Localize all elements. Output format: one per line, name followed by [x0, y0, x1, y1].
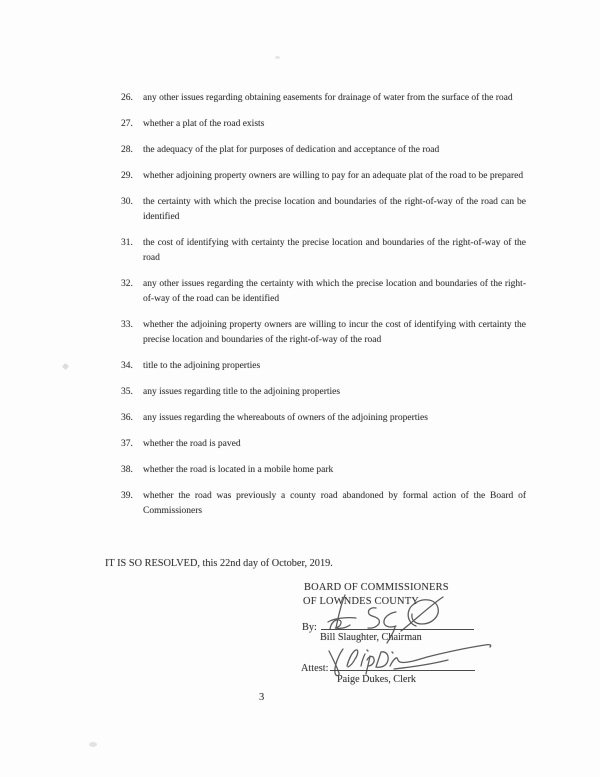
item-text: whether the adjoining property owners are willing to incur the cost of identifying with certainty the precise location and boundaries of the right-of-way of the road [143, 320, 526, 345]
list-item [121, 411, 527, 426]
list-item [121, 385, 527, 400]
item-number: 30. [121, 197, 133, 207]
item-text: any other issues regarding obtaining easements for drainage of water from the surface of the road [143, 93, 513, 103]
list-item [121, 195, 527, 225]
clerk-name-title: Paige Dukes, Clerk [337, 674, 416, 685]
item-text: any other issues regarding the certainty with which the precise location and boundaries of the right-of-way of the road can be identified [143, 279, 526, 304]
item-text: the cost of identifying with certainty the precise location and boundaries of the right-of-way of the road [143, 238, 526, 263]
item-text: whether the road is paved [143, 439, 241, 449]
scan-speck [89, 742, 97, 747]
item-text: whether the road is located in a mobile home park [143, 465, 334, 475]
signature-org-line1: BOARD OF COMMISSIONERS [304, 582, 449, 593]
item-number: 35. [121, 387, 133, 397]
item-number: 32. [121, 279, 133, 289]
list-item [121, 437, 527, 452]
list-item [121, 318, 527, 348]
item-number: 39. [121, 491, 133, 501]
item-number: 26. [121, 93, 133, 103]
scan-speck [62, 363, 69, 370]
item-number: 33. [121, 320, 133, 330]
attest-signature-row [301, 658, 475, 674]
item-text: any issues regarding the whereabouts of owners of the adjoining properties [143, 413, 428, 423]
item-number: 36. [121, 413, 133, 423]
list-item [121, 463, 527, 478]
item-number: 37. [121, 439, 133, 449]
page-number: 3 [259, 692, 265, 703]
item-text: whether adjoining property owners are willing to pay for an adequate plat of the road to be prepared [143, 171, 524, 181]
by-label: By: [302, 622, 317, 633]
item-text: whether a plat of the road exists [143, 119, 265, 129]
numbered-list [121, 91, 527, 530]
list-item [121, 117, 527, 132]
by-signature-row [302, 617, 474, 633]
list-item [121, 143, 527, 158]
by-signature-line [321, 617, 474, 630]
item-number: 28. [121, 145, 133, 155]
chairman-name-title: Bill Slaughter, Chairman [320, 632, 422, 643]
item-text: the certainty with which the precise location and boundaries of the right-of-way of the road can be identified [143, 197, 526, 222]
list-item [121, 489, 527, 519]
list-item [121, 91, 527, 106]
scan-speck [275, 56, 280, 59]
item-text: the adequacy of the plat for purposes of dedication and acceptance of the road [143, 145, 440, 155]
item-text: any issues regarding title to the adjoining properties [143, 387, 341, 397]
item-number: 27. [121, 119, 133, 129]
list-item [121, 359, 527, 374]
list-item [121, 169, 527, 184]
item-number: 38. [121, 465, 133, 475]
signature-org-line2: OF LOWNDES COUNTY [303, 596, 419, 607]
item-text: title to the adjoining properties [143, 361, 261, 371]
item-number: 34. [121, 361, 133, 371]
list-item [121, 236, 527, 266]
attest-signature-line [330, 658, 475, 671]
attest-label: Attest: [301, 663, 329, 674]
item-number: 29. [121, 171, 133, 181]
list-item [121, 277, 527, 307]
item-number: 31. [121, 238, 133, 248]
resolution-statement: IT IS SO RESOLVED, this 22nd day of October, 2019. [105, 558, 333, 569]
item-text: whether the road was previously a county road abandoned by formal action of the Board of Commissioners [143, 491, 526, 516]
